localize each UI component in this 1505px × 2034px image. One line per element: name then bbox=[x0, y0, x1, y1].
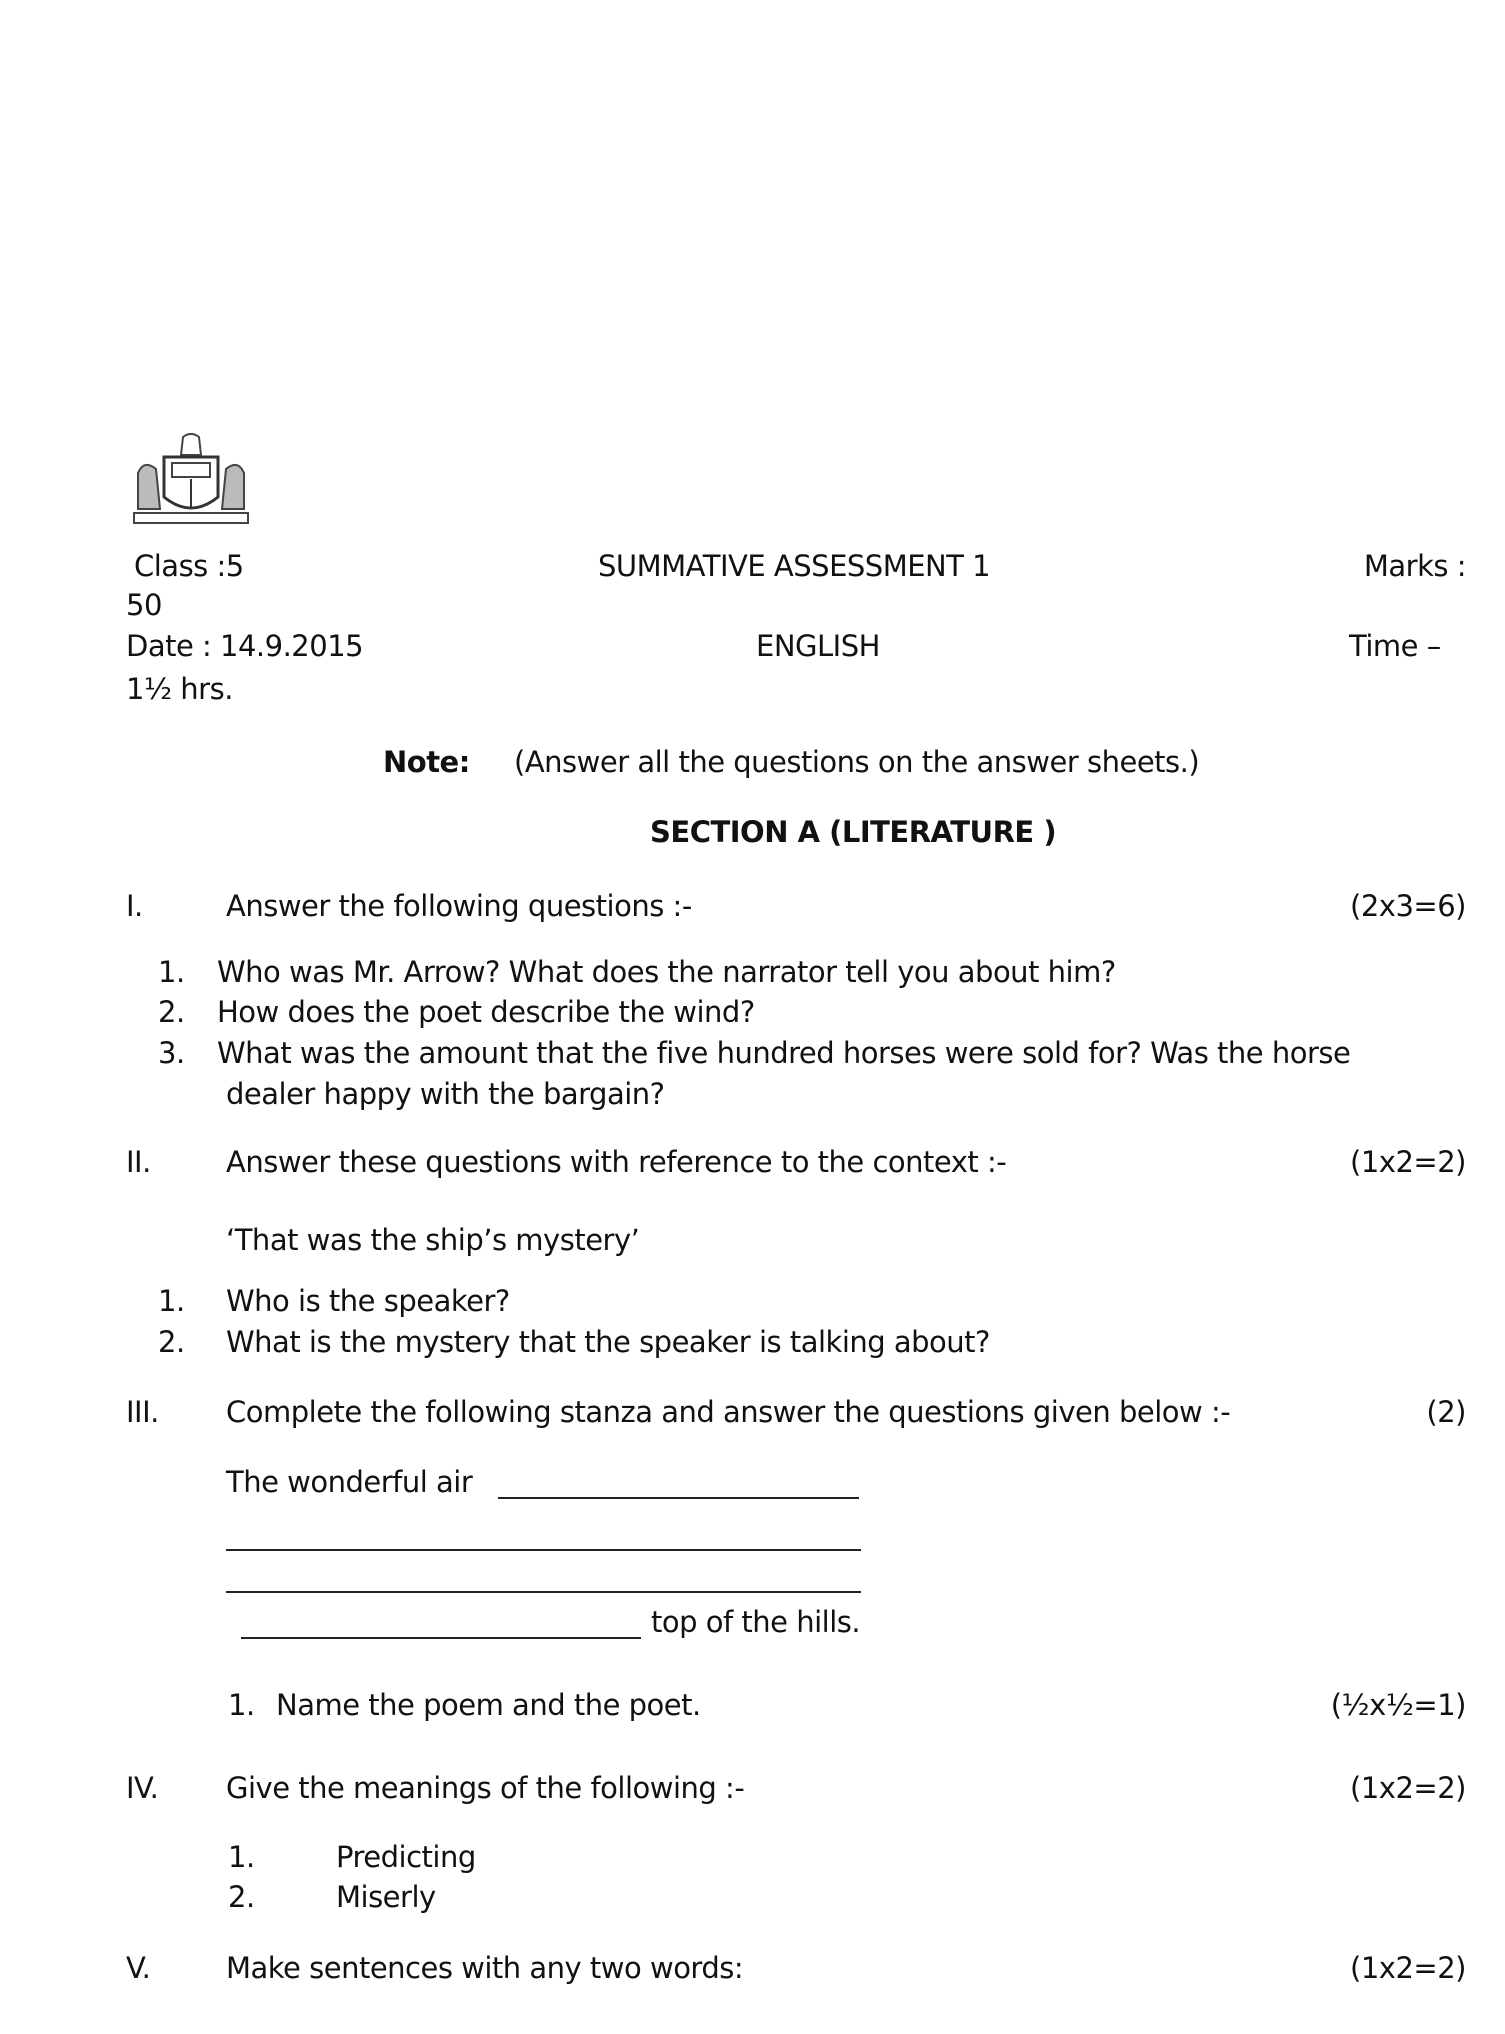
time-label: Time – bbox=[1349, 629, 1441, 663]
item-text-continued: dealer happy with the bargain? bbox=[226, 1077, 665, 1111]
question-text: Make sentences with any two words: bbox=[226, 1951, 744, 1985]
question-text: Give the meanings of the following :- bbox=[226, 1771, 745, 1805]
question-marks: (2) bbox=[1426, 1395, 1466, 1429]
item-number: 3. bbox=[158, 1036, 185, 1070]
item-text: Miserly bbox=[336, 1880, 436, 1914]
marks-label: Marks : bbox=[1363, 549, 1466, 583]
question-text: Answer these questions with reference to the context :- bbox=[226, 1145, 1007, 1179]
item-text: Name the poem and the poet. bbox=[276, 1688, 701, 1722]
stanza-blank bbox=[226, 1591, 861, 1593]
stanza-blank bbox=[226, 1549, 861, 1551]
section-title: SECTION A (LITERATURE ) bbox=[650, 815, 1057, 849]
school-crest-logo bbox=[128, 433, 254, 529]
item-text: How does the poet describe the wind? bbox=[217, 995, 755, 1029]
question-text: Answer the following questions :- bbox=[226, 889, 692, 923]
item-text: What was the amount that the five hundred horses were sold for? Was the horse bbox=[217, 1036, 1351, 1070]
stanza-blank bbox=[241, 1637, 641, 1639]
question-text: Complete the following stanza and answer the questions given below :- bbox=[226, 1395, 1231, 1429]
question-number: V. bbox=[126, 1951, 151, 1985]
item-number: 1. bbox=[158, 955, 185, 989]
question-number: I. bbox=[126, 889, 143, 923]
context-quote: ‘That was the ship’s mystery’ bbox=[226, 1223, 640, 1257]
question-marks: (1x2=2) bbox=[1350, 1145, 1466, 1179]
marks-value: 50 bbox=[126, 588, 162, 622]
stanza-blank bbox=[498, 1497, 859, 1499]
item-number: 2. bbox=[158, 1325, 185, 1359]
note-text: (Answer all the questions on the answer sheets.) bbox=[514, 745, 1200, 779]
question-number: IV. bbox=[126, 1771, 159, 1805]
class-label: Class :5 bbox=[134, 549, 244, 583]
question-number: II. bbox=[126, 1145, 151, 1179]
item-number: 1. bbox=[158, 1284, 185, 1318]
exam-date: Date : 14.9.2015 bbox=[126, 629, 364, 663]
stanza-start: The wonderful air bbox=[226, 1465, 473, 1499]
time-value: 1½ hrs. bbox=[126, 672, 233, 706]
stanza-end: top of the hills. bbox=[651, 1605, 861, 1639]
assessment-title: SUMMATIVE ASSESSMENT 1 bbox=[598, 549, 991, 583]
item-number: 1. bbox=[228, 1840, 255, 1874]
item-number: 1. bbox=[228, 1688, 255, 1722]
item-number: 2. bbox=[158, 995, 185, 1029]
note-label: Note: bbox=[383, 745, 470, 779]
question-marks: (1x2=2) bbox=[1350, 1951, 1466, 1985]
question-marks: (1x2=2) bbox=[1350, 1771, 1466, 1805]
item-text: Who was Mr. Arrow? What does the narrator tell you about him? bbox=[217, 955, 1116, 989]
item-text: What is the mystery that the speaker is talking about? bbox=[226, 1325, 990, 1359]
subject: ENGLISH bbox=[756, 629, 880, 663]
item-number: 2. bbox=[228, 1880, 255, 1914]
item-text: Who is the speaker? bbox=[226, 1284, 510, 1318]
item-text: Predicting bbox=[336, 1840, 476, 1874]
question-number: III. bbox=[126, 1395, 159, 1429]
item-marks: (½x½=1) bbox=[1330, 1688, 1466, 1722]
question-marks: (2x3=6) bbox=[1350, 889, 1466, 923]
